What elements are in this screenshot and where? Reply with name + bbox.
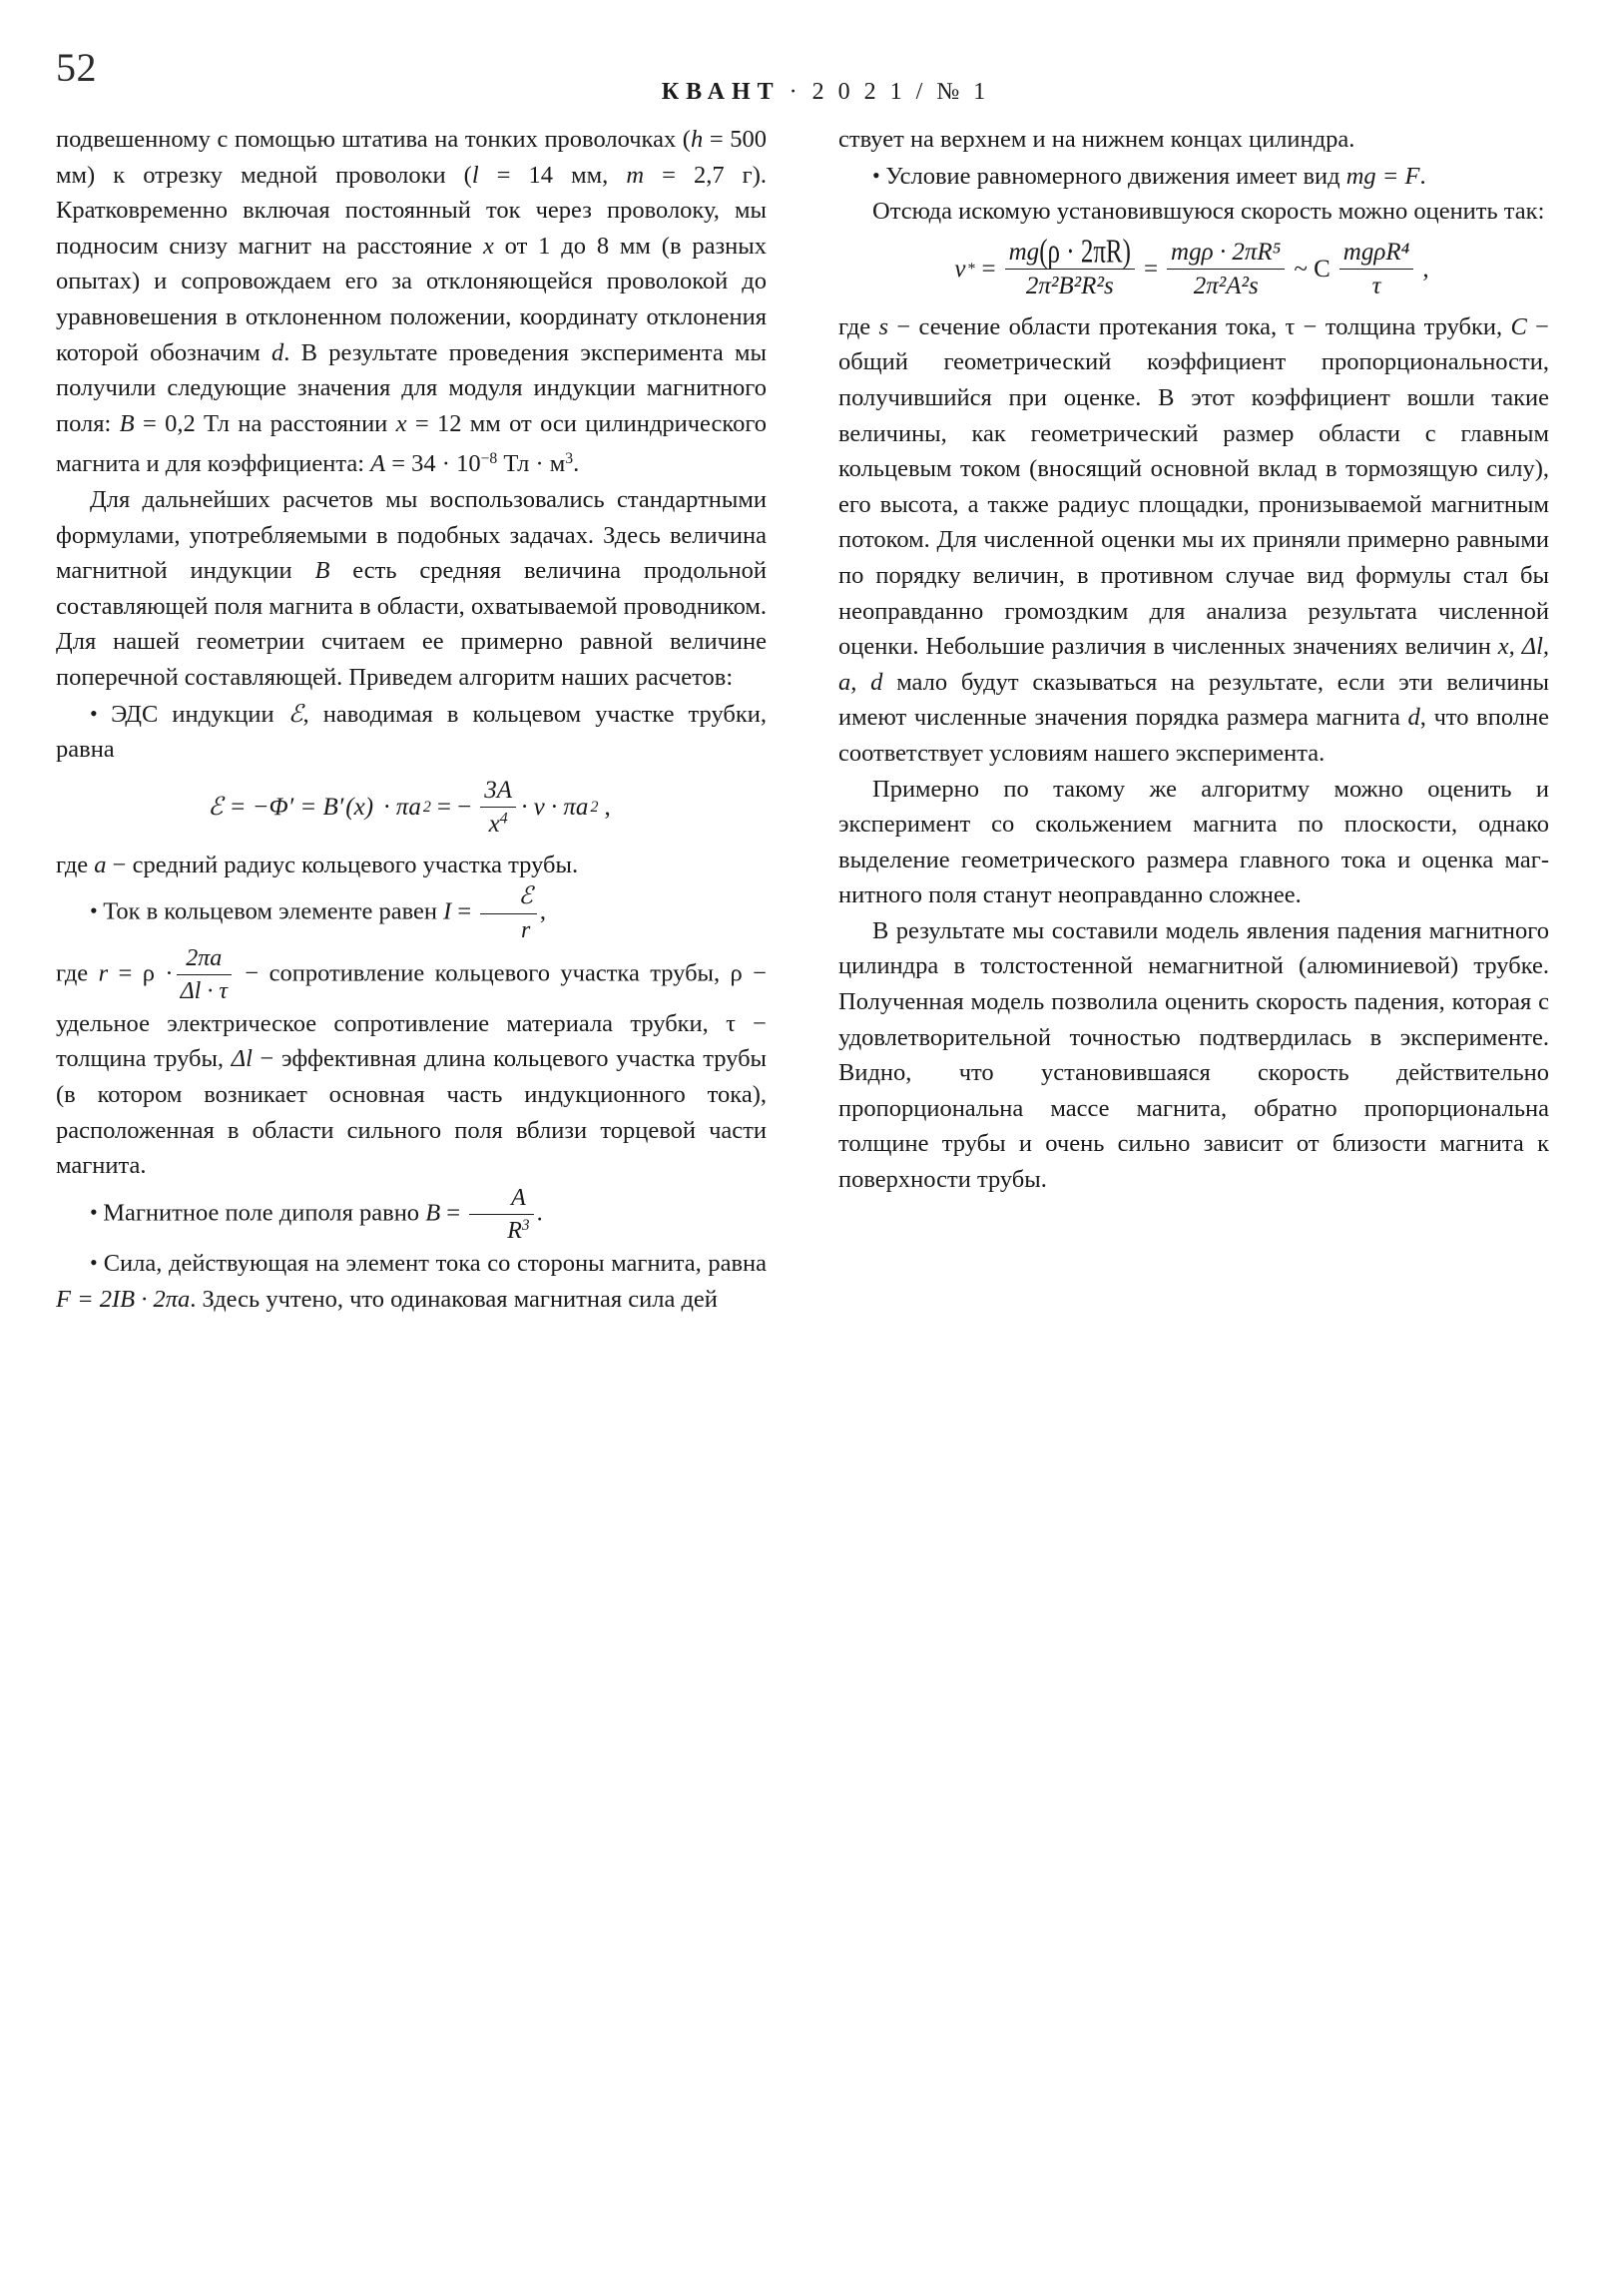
numerator: mgρ · 2πR⁵ bbox=[1171, 238, 1282, 266]
math-a: a bbox=[94, 851, 107, 878]
denominator: Δl · τ bbox=[180, 978, 228, 1005]
fraction-A-R3 bbox=[469, 1184, 533, 1246]
fraction-bar bbox=[480, 913, 537, 914]
paragraph-where-a bbox=[56, 848, 767, 883]
value-x: = 12 bbox=[406, 409, 462, 437]
math-emf-symbol: ℰ bbox=[287, 700, 303, 728]
eq-term: · v · πa bbox=[521, 794, 589, 822]
math-F: F bbox=[56, 1285, 71, 1313]
text-run: есть средняя величина продольной составляющей поля магнита в области, охватываемой проводником. Для нашей геометрии считаем ее примерно равной величине поперечной составляющей. Приведем алгоритм наших расчетов: bbox=[56, 557, 767, 692]
bullet-icon: • bbox=[90, 1250, 104, 1276]
numerator: 2πa bbox=[186, 945, 223, 972]
fraction-2pia-dl-tau bbox=[177, 944, 232, 1006]
math-variable-list: x, Δl, a, d bbox=[838, 633, 1550, 696]
value-A: = 34 · 10 bbox=[385, 450, 481, 478]
equation-terminal-speed bbox=[838, 233, 1549, 301]
paragraph-sliding-experiment: Примерно по такому же алгоритму можно оценить и эксперимент со скольжением магнита по плоскости, однако выделение геометрического размера главного тока и оценка магнитного поля станут неоправданно сложнее. bbox=[838, 775, 1549, 909]
text-run: , что вполне соответствует условиям нашего эксперимента. bbox=[838, 704, 1549, 767]
text-run: , наводимая в кольцевом участке трубки, равна bbox=[56, 700, 767, 764]
value-m: = 2,7 bbox=[644, 161, 725, 189]
denominator: 2π²A²s bbox=[1193, 273, 1259, 300]
numerator: ℰ bbox=[518, 883, 533, 910]
two-column-body bbox=[56, 122, 1549, 1909]
paragraph-resistance bbox=[56, 944, 767, 1184]
text-run: . bbox=[573, 450, 580, 478]
unit-tesla-m: Тл · м bbox=[497, 450, 566, 478]
denominator-exponent: 3 bbox=[521, 1217, 530, 1235]
unit-g: г). bbox=[724, 161, 767, 189]
text-run: мм от оси цилиндрического магнита и для коэффициента: bbox=[56, 409, 768, 478]
math-x: x bbox=[395, 409, 407, 437]
denominator-base: R bbox=[507, 1218, 522, 1245]
math-d: d bbox=[271, 338, 284, 366]
value-h: = 500 bbox=[703, 126, 767, 153]
math-s: s bbox=[878, 312, 889, 340]
text-run: Сила, действующая на элемент тока со стороны магнита, равна bbox=[103, 1250, 768, 1278]
denominator-base: x bbox=[488, 811, 500, 839]
math-I: I bbox=[443, 897, 452, 925]
eq-exponent: 2 bbox=[422, 799, 431, 817]
eq-sign: = − bbox=[436, 794, 472, 822]
eq-sign: = bbox=[440, 1199, 467, 1227]
bullet-icon: • bbox=[90, 700, 112, 726]
numerator: 3A bbox=[484, 776, 513, 804]
math-x: x bbox=[482, 232, 494, 260]
eq-sign: = bbox=[451, 897, 478, 925]
denominator bbox=[469, 1217, 533, 1245]
equation-emf bbox=[56, 776, 767, 840]
math-mg-F: mg = F bbox=[1345, 162, 1420, 190]
unit-tesla: Тл на расстоянии bbox=[195, 409, 396, 437]
issue-label: 2 0 2 1 / № 1 bbox=[811, 79, 990, 105]
bullet-icon: • bbox=[872, 162, 886, 188]
denominator: r bbox=[520, 916, 531, 943]
page-number: 52 bbox=[56, 45, 97, 90]
numerator-part: mg bbox=[1008, 238, 1040, 266]
math-A: A bbox=[370, 450, 386, 478]
fraction-3A-x4 bbox=[480, 776, 516, 840]
bullet-icon: • bbox=[90, 897, 104, 923]
exponent: −8 bbox=[480, 450, 498, 468]
text-run: ЭДС индукции bbox=[111, 700, 288, 728]
math-B: B bbox=[314, 557, 330, 585]
fraction-bar bbox=[480, 807, 516, 808]
text-run: от 1 до 8 мм (в разных опытах) и сопровождаем его за отклоняющейся проволокой до уравновешения в отклоненном положении, координату отклонения которой обозначим bbox=[56, 232, 767, 366]
text-run: Для дальнейших расчетов мы воспользовались стандартными формулами, употребляемыми в подобных задачах. Здесь величина магнитной индукции bbox=[56, 486, 767, 585]
numerator: A bbox=[511, 1184, 526, 1211]
eq-argument: (x) bbox=[345, 794, 374, 822]
fraction-emf-r bbox=[480, 882, 537, 944]
text-run: мало будут сказываться на результате, если эти величины имеют численные значения порядка размера магнита bbox=[838, 668, 1550, 732]
numerator: mgρR⁴ bbox=[1342, 238, 1410, 266]
math-d: d bbox=[1407, 704, 1420, 732]
text-run: к отрезку медной проволоки ( bbox=[113, 161, 472, 189]
fraction-term-2 bbox=[1167, 238, 1285, 301]
fraction-term-1 bbox=[1005, 233, 1135, 301]
bullet-current bbox=[56, 882, 767, 944]
paragraph-continuation bbox=[56, 122, 767, 482]
text-run: . В результате проведения эксперимента мы получили следующие значения для модуля индукции магнитного поля: bbox=[56, 338, 767, 437]
fraction-term-3 bbox=[1339, 238, 1414, 301]
numerator-paren: (ρ · 2πR) bbox=[1039, 233, 1131, 271]
right-column bbox=[838, 122, 1549, 1198]
unit-mm: мм, bbox=[553, 161, 627, 189]
bullet-force bbox=[56, 1245, 767, 1317]
fraction-bar bbox=[1339, 269, 1414, 270]
text-run: − средний радиус кольцевого участка трубы. bbox=[106, 851, 579, 878]
fraction-bar bbox=[469, 1214, 533, 1215]
paragraph-speed-estimate: Отсюда искомую установившуюся скорость можно оценить так: bbox=[872, 198, 1545, 226]
bullet-dipole-field bbox=[56, 1184, 767, 1246]
math-m: m bbox=[626, 161, 645, 189]
text-run: − сечение области протекания тока, τ − толщина трубки, bbox=[888, 312, 1511, 340]
text-run: где bbox=[838, 312, 879, 340]
paragraph-conclusion: В результате мы составили модель явления падения магнитного цилиндра в толстостенной немагнитной (алюминиевой) трубке. Полученная модель позволила оценить скорость падения, которая с удовлетворительной точностью подтвердилась в эксперименте. Видно, что установившаяся скорость действительно пропорциональна массе магнита, обратно пропорциональна толщине трубы и очень сильно зависит от близости магнита к поверхности трубы. bbox=[838, 916, 1549, 1194]
eq-term: · πa bbox=[383, 794, 421, 822]
left-column bbox=[56, 122, 767, 1318]
text-run: . bbox=[1419, 162, 1426, 190]
text-run: . bbox=[536, 1199, 543, 1227]
text-run: − эффективная длина кольцевого участка трубы (в котором возникает основная часть индукционного тока), расположенная в области сильного поля вблизи торцевой части магнита. bbox=[56, 1045, 767, 1180]
denominator bbox=[485, 810, 512, 840]
text-run: Ток в кольцевом элементе равен bbox=[103, 897, 444, 925]
text-run: , bbox=[539, 897, 547, 925]
journal-title: КВАНТ bbox=[661, 79, 781, 105]
math-delta-l: Δl bbox=[231, 1045, 253, 1073]
value-l: = 14 bbox=[478, 161, 554, 189]
eq-punctuation: , bbox=[1422, 256, 1429, 284]
exponent: 3 bbox=[565, 450, 574, 468]
text-run: − сопротивление кольцевого участка трубы, ρ − удельное электрическое сопротивление материала трубки, τ − толщина трубы, bbox=[56, 959, 768, 1073]
text-run: . Здесь учтено, что одинаковая магнитная сила дей bbox=[190, 1285, 718, 1313]
eq-approx: ~ C bbox=[1294, 256, 1331, 284]
text-run: подвешенному с помощью штатива на тонких проволочках ( bbox=[56, 126, 691, 153]
bullet-icon: • bbox=[90, 1199, 104, 1225]
running-head bbox=[0, 52, 1597, 133]
text-run: Кратковременно включая постоянный ток через проволоку, мы подносим снизу магнит на расстояние bbox=[56, 197, 767, 260]
paragraph-continuation: ствует на верхнем и на нижнем концах цилиндра. bbox=[838, 126, 1355, 153]
math-C: C bbox=[1510, 312, 1527, 340]
eq-lhs: ℰ = −Φ′ = B′ bbox=[208, 794, 344, 822]
math-r: r bbox=[98, 959, 109, 987]
eq-expression: = 2IB · 2πa bbox=[70, 1285, 191, 1313]
denominator: 2π²B²R²s bbox=[1025, 273, 1114, 300]
numerator bbox=[1005, 233, 1135, 271]
paragraph-methods bbox=[56, 482, 767, 696]
running-head-separator: · bbox=[789, 79, 803, 105]
paragraph-notation bbox=[838, 309, 1549, 772]
denominator: τ bbox=[1371, 273, 1381, 300]
value-B: = 0,2 bbox=[134, 409, 196, 437]
text-run: − общий геометрический коэффициент пропорциональности, получившийся при оценке. В этот коэффициент вошли такие величины, как геометрический размер области с главным кольцевым током (вносящий основной вклад в тормозящую силу), его высота, а также радиус площадки, пронизываемой магнитным потоком. Для численной оценки мы их приняли примерно равными по порядку величин, в противном случае вид формулы стал бы неоправданно громоздким для анализа результата численной оценки. Небольшие различия в численных значениях величин bbox=[838, 312, 1549, 661]
math-B: B bbox=[119, 409, 135, 437]
bullet-uniform-motion bbox=[838, 158, 1549, 195]
eq-sign: = ρ · bbox=[108, 959, 174, 987]
eq-punctuation: , bbox=[604, 794, 611, 822]
math-B: B bbox=[425, 1199, 441, 1227]
text-run: Условие равномерного движения имеет вид bbox=[885, 162, 1346, 190]
eq-exponent: 2 bbox=[590, 799, 599, 817]
fraction-bar bbox=[177, 974, 232, 975]
text-run: где bbox=[56, 959, 99, 987]
eq-lhs: v bbox=[954, 256, 966, 284]
text-run: где bbox=[56, 851, 95, 878]
eq-sign: = bbox=[1143, 256, 1159, 284]
bullet-emf bbox=[56, 696, 767, 768]
page-header bbox=[0, 38, 1597, 105]
unit-mm: мм) bbox=[56, 161, 114, 189]
eq-sign: = bbox=[981, 256, 996, 284]
denominator-exponent: 4 bbox=[499, 811, 508, 829]
text-run: Магнитное поле диполя равно bbox=[103, 1199, 426, 1227]
math-h: h bbox=[690, 126, 704, 153]
eq-star: * bbox=[967, 260, 976, 278]
math-l: l bbox=[471, 161, 479, 189]
fraction-bar bbox=[1167, 269, 1285, 270]
